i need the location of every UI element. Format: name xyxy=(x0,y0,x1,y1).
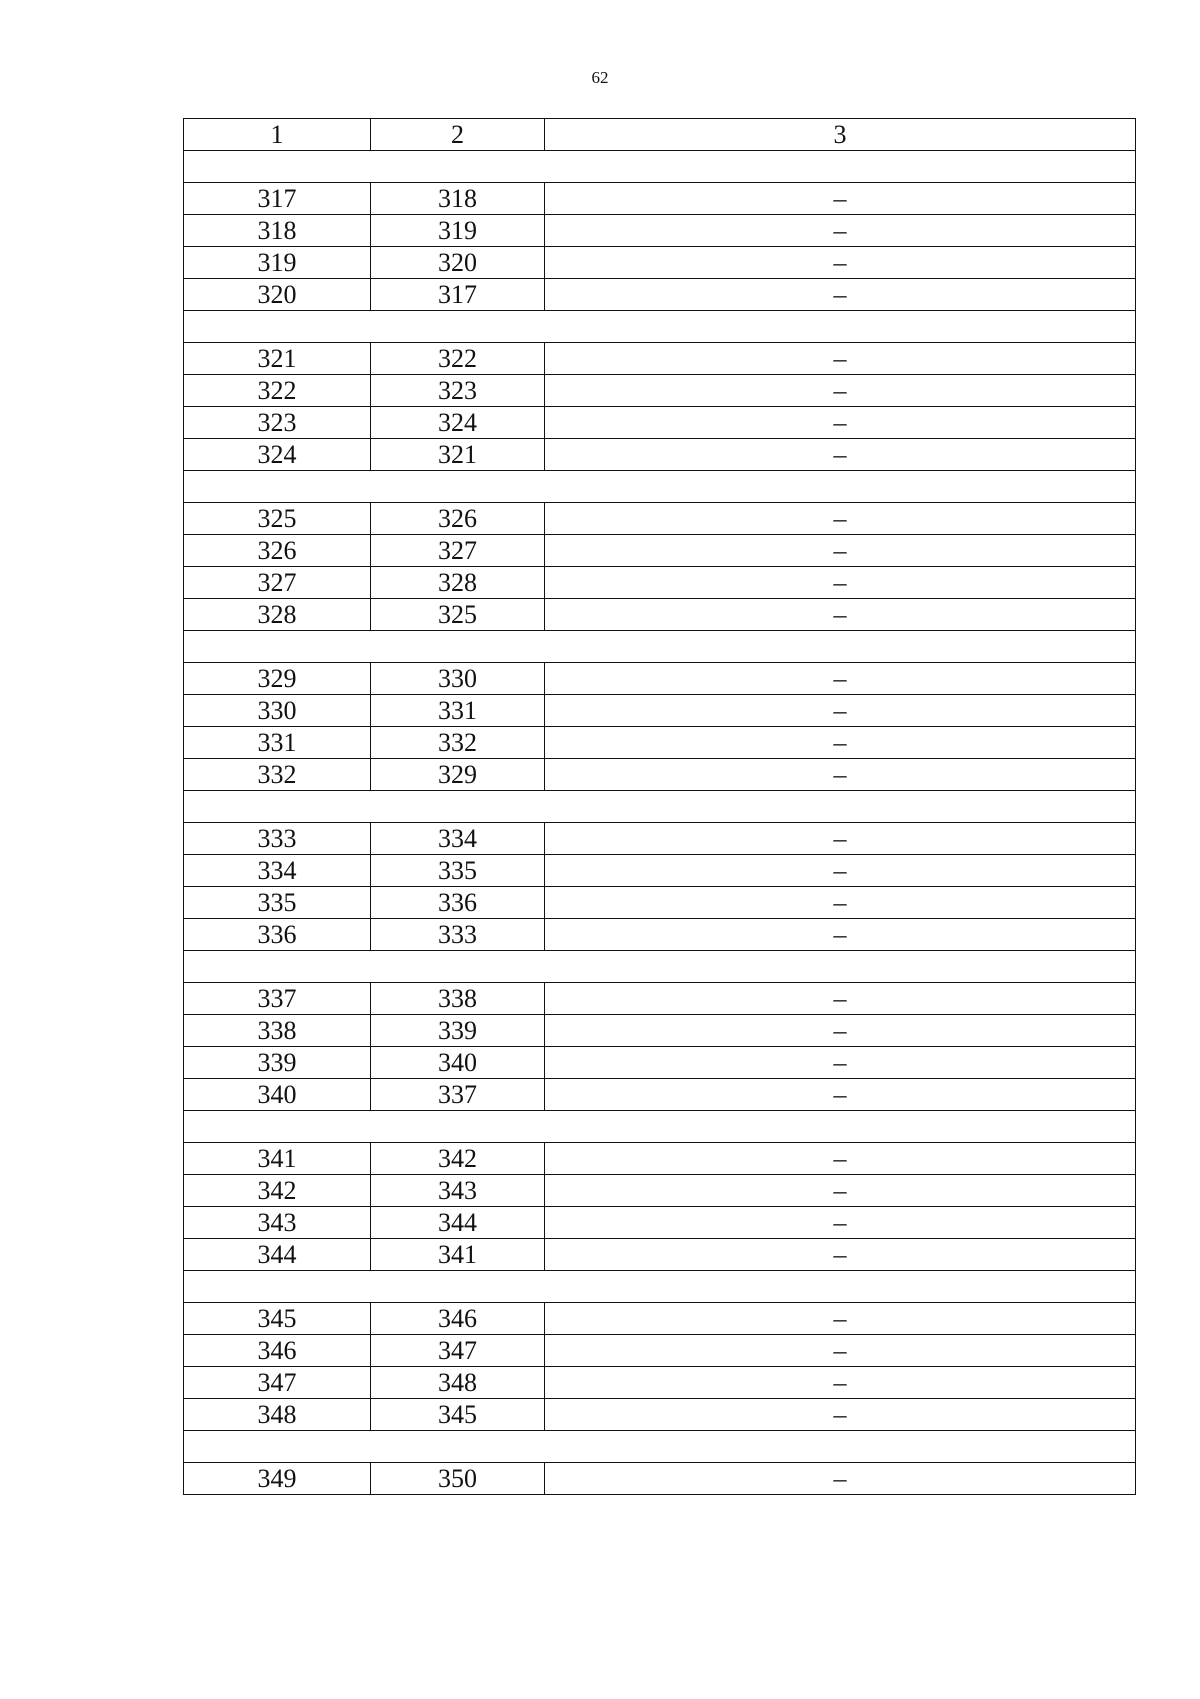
header-cell-2: 2 xyxy=(371,119,545,151)
table-cell-col1: 341 xyxy=(184,1143,371,1175)
table-cell-col1: 331 xyxy=(184,727,371,759)
table-cell-col2: 320 xyxy=(371,247,545,279)
table-row xyxy=(184,1079,1136,1111)
group-separator-cell xyxy=(184,1431,1136,1463)
group-separator-row xyxy=(184,1431,1136,1463)
table-row xyxy=(184,1175,1136,1207)
table-cell-col1: 346 xyxy=(184,1335,371,1367)
table-cell-col2: 328 xyxy=(371,567,545,599)
table-cell-col2: 333 xyxy=(371,919,545,951)
table-cell-col2: 318 xyxy=(371,183,545,215)
group-separator-row xyxy=(184,951,1136,983)
table-row xyxy=(184,727,1136,759)
table-cell-col1: 317 xyxy=(184,183,371,215)
table-row xyxy=(184,919,1136,951)
group-separator-row xyxy=(184,151,1136,183)
table-cell-col1: 349 xyxy=(184,1463,371,1495)
header-cell-3: 3 xyxy=(545,119,1136,151)
table-cell-col2: 344 xyxy=(371,1207,545,1239)
table-row xyxy=(184,1207,1136,1239)
table-cell-col1: 321 xyxy=(184,343,371,375)
group-separator-row xyxy=(184,631,1136,663)
table-cell-col1: 333 xyxy=(184,823,371,855)
table-cell-col2: 335 xyxy=(371,855,545,887)
table-cell-col1: 319 xyxy=(184,247,371,279)
table-cell-col1: 338 xyxy=(184,1015,371,1047)
table-row xyxy=(184,407,1136,439)
table-row xyxy=(184,887,1136,919)
table-cell-col3: – xyxy=(545,1015,1136,1047)
page-number: 62 xyxy=(591,68,609,87)
table-cell-col3: – xyxy=(545,695,1136,727)
table-cell-col2: 327 xyxy=(371,535,545,567)
table-cell-col1: 348 xyxy=(184,1399,371,1431)
group-separator-cell xyxy=(184,311,1136,343)
table-row xyxy=(184,1047,1136,1079)
table-cell-col3: – xyxy=(545,343,1136,375)
table-row xyxy=(184,1335,1136,1367)
table-cell-col3: – xyxy=(545,1335,1136,1367)
group-separator-cell xyxy=(184,471,1136,503)
header-cell-1: 1 xyxy=(184,119,371,151)
table-cell-col1: 334 xyxy=(184,855,371,887)
table-body xyxy=(184,119,1136,1495)
table-row xyxy=(184,599,1136,631)
group-separator-cell xyxy=(184,1271,1136,1303)
table-cell-col2: 340 xyxy=(371,1047,545,1079)
table-cell-col2: 331 xyxy=(371,695,545,727)
table-row xyxy=(184,1015,1136,1047)
group-separator-cell xyxy=(184,1111,1136,1143)
table-cell-col1: 326 xyxy=(184,535,371,567)
table-cell-col3: – xyxy=(545,535,1136,567)
table-row xyxy=(184,439,1136,471)
table-cell-col2: 345 xyxy=(371,1399,545,1431)
table-cell-col3: – xyxy=(545,1207,1136,1239)
table-row xyxy=(184,343,1136,375)
table-row xyxy=(184,1239,1136,1271)
table-cell-col2: 321 xyxy=(371,439,545,471)
table-cell-col3: – xyxy=(545,183,1136,215)
table-cell-col1: 335 xyxy=(184,887,371,919)
table-cell-col3: – xyxy=(545,855,1136,887)
table-cell-col2: 339 xyxy=(371,1015,545,1047)
group-separator-cell xyxy=(184,791,1136,823)
table-cell-col1: 328 xyxy=(184,599,371,631)
table-cell-col3: – xyxy=(545,887,1136,919)
table-cell-col3: – xyxy=(545,567,1136,599)
group-separator-cell xyxy=(184,951,1136,983)
table-cell-col1: 337 xyxy=(184,983,371,1015)
table-row xyxy=(184,279,1136,311)
table-cell-col1: 332 xyxy=(184,759,371,791)
table-cell-col2: 332 xyxy=(371,727,545,759)
table-row xyxy=(184,823,1136,855)
table-cell-col1: 330 xyxy=(184,695,371,727)
group-separator-row xyxy=(184,471,1136,503)
table-cell-col2: 330 xyxy=(371,663,545,695)
table-cell-col3: – xyxy=(545,1047,1136,1079)
table-row xyxy=(184,1143,1136,1175)
header-row xyxy=(184,119,1136,151)
table-cell-col1: 342 xyxy=(184,1175,371,1207)
table-cell-col3: – xyxy=(545,407,1136,439)
table-cell-col2: 326 xyxy=(371,503,545,535)
table-cell-col3: – xyxy=(545,375,1136,407)
table-cell-col1: 325 xyxy=(184,503,371,535)
table-row xyxy=(184,1463,1136,1495)
table-row xyxy=(184,535,1136,567)
table-row xyxy=(184,855,1136,887)
table-cell-col3: – xyxy=(545,503,1136,535)
table-cell-col2: 338 xyxy=(371,983,545,1015)
table-cell-col3: – xyxy=(545,1303,1136,1335)
table-cell-col2: 329 xyxy=(371,759,545,791)
table-cell-col3: – xyxy=(545,439,1136,471)
table-cell-col3: – xyxy=(545,1175,1136,1207)
table-cell-col2: 346 xyxy=(371,1303,545,1335)
table-row xyxy=(184,567,1136,599)
table-row xyxy=(184,695,1136,727)
group-separator-cell xyxy=(184,151,1136,183)
table-cell-col3: – xyxy=(545,1239,1136,1271)
table-row xyxy=(184,375,1136,407)
table-cell-col1: 345 xyxy=(184,1303,371,1335)
table-cell-col1: 329 xyxy=(184,663,371,695)
table-cell-col3: – xyxy=(545,1463,1136,1495)
table-cell-col1: 343 xyxy=(184,1207,371,1239)
table-row xyxy=(184,503,1136,535)
table-cell-col3: – xyxy=(545,919,1136,951)
table-cell-col3: – xyxy=(545,247,1136,279)
table-cell-col2: 319 xyxy=(371,215,545,247)
table-cell-col2: 347 xyxy=(371,1335,545,1367)
table-cell-col2: 336 xyxy=(371,887,545,919)
table-row xyxy=(184,983,1136,1015)
table-cell-col1: 340 xyxy=(184,1079,371,1111)
table-cell-col1: 327 xyxy=(184,567,371,599)
table-cell-col1: 318 xyxy=(184,215,371,247)
table-cell-col3: – xyxy=(545,983,1136,1015)
table-cell-col3: – xyxy=(545,727,1136,759)
table-cell-col1: 339 xyxy=(184,1047,371,1079)
data-table xyxy=(183,118,1136,1495)
table-cell-col2: 324 xyxy=(371,407,545,439)
table-cell-col1: 320 xyxy=(184,279,371,311)
table-cell-col1: 336 xyxy=(184,919,371,951)
table-cell-col1: 344 xyxy=(184,1239,371,1271)
table-cell-col1: 347 xyxy=(184,1367,371,1399)
table-row xyxy=(184,183,1136,215)
table-cell-col2: 325 xyxy=(371,599,545,631)
table-row xyxy=(184,1399,1136,1431)
table-cell-col3: – xyxy=(545,823,1136,855)
table-cell-col2: 317 xyxy=(371,279,545,311)
table-cell-col3: – xyxy=(545,1079,1136,1111)
group-separator-row xyxy=(184,791,1136,823)
table-cell-col3: – xyxy=(545,759,1136,791)
table-cell-col2: 341 xyxy=(371,1239,545,1271)
table-cell-col2: 334 xyxy=(371,823,545,855)
table-cell-col3: – xyxy=(545,279,1136,311)
table-cell-col2: 350 xyxy=(371,1463,545,1495)
table-cell-col2: 323 xyxy=(371,375,545,407)
table-cell-col1: 323 xyxy=(184,407,371,439)
table-row xyxy=(184,663,1136,695)
group-separator-row xyxy=(184,1271,1136,1303)
group-separator-row xyxy=(184,1111,1136,1143)
group-separator-cell xyxy=(184,631,1136,663)
table-cell-col2: 337 xyxy=(371,1079,545,1111)
table-row xyxy=(184,1303,1136,1335)
table-cell-col3: – xyxy=(545,599,1136,631)
table-cell-col3: – xyxy=(545,663,1136,695)
table-cell-col1: 322 xyxy=(184,375,371,407)
table-row xyxy=(184,759,1136,791)
table-cell-col3: – xyxy=(545,1367,1136,1399)
table-row xyxy=(184,215,1136,247)
table-row xyxy=(184,247,1136,279)
table-cell-col2: 348 xyxy=(371,1367,545,1399)
table-cell-col1: 324 xyxy=(184,439,371,471)
table-cell-col3: – xyxy=(545,215,1136,247)
table-cell-col3: – xyxy=(545,1143,1136,1175)
table-cell-col2: 343 xyxy=(371,1175,545,1207)
table-cell-col3: – xyxy=(545,1399,1136,1431)
table-cell-col2: 342 xyxy=(371,1143,545,1175)
table-row xyxy=(184,1367,1136,1399)
group-separator-row xyxy=(184,311,1136,343)
table-cell-col2: 322 xyxy=(371,343,545,375)
